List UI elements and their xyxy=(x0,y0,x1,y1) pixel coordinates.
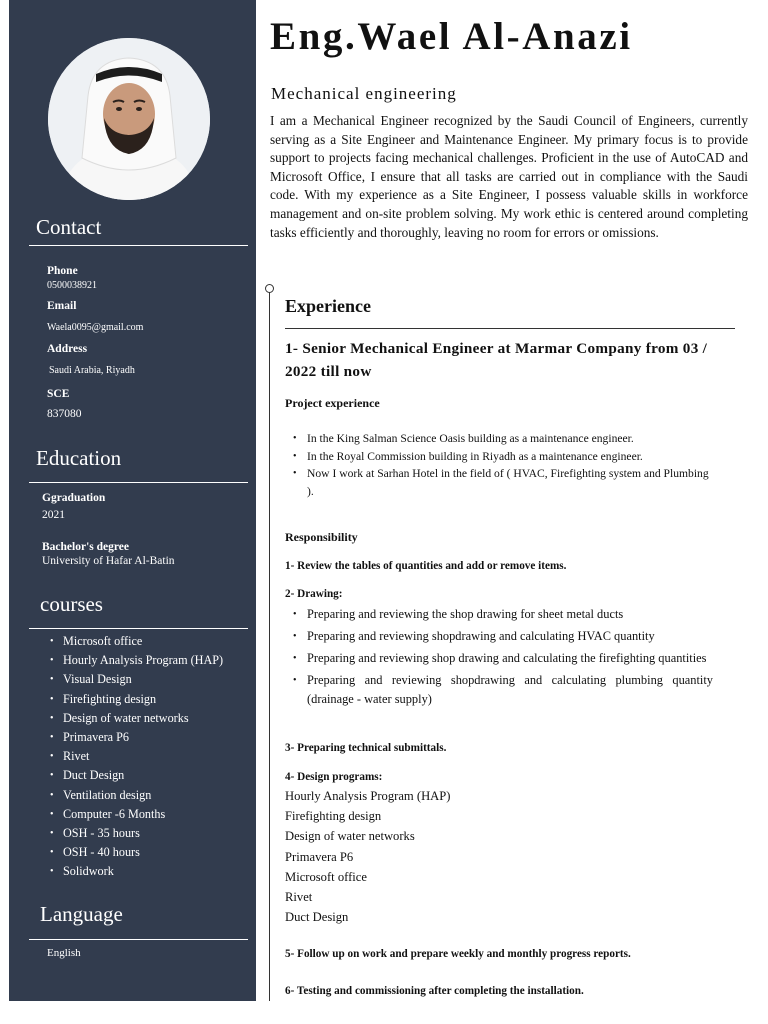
email-value[interactable]: Waela0095@gmail.com xyxy=(47,322,144,333)
education-divider xyxy=(29,482,248,483)
course-item: • Design of water networks xyxy=(50,709,223,728)
drawing-item: • Preparing and reviewing shop drawing and calculating the firefighting quantities xyxy=(293,649,713,668)
course-item: • Duct Design xyxy=(50,766,223,785)
project-experience-heading: Project experience xyxy=(285,396,380,410)
degree-label: Bachelor's degree xyxy=(42,541,129,553)
course-item: • Rivet xyxy=(50,747,223,766)
course-item: • Firefighting design xyxy=(50,690,223,709)
job-title: 1- Senior Mechanical Engineer at Marmar Company from 03 / 2022 till now xyxy=(285,340,708,380)
sce-value: 837080 xyxy=(47,408,82,420)
design-programs-list xyxy=(285,786,450,927)
program-item: Duct Design xyxy=(285,910,349,925)
drawing-heading: 2- Drawing: xyxy=(285,588,343,600)
responsibility-5: 5- Follow up on work and prepare weekly and monthly progress reports. xyxy=(285,948,631,960)
drawing-list xyxy=(293,605,713,712)
course-item: • Solidwork xyxy=(50,862,223,881)
drawing-item: • Preparing and reviewing the shop drawing for sheet metal ducts xyxy=(293,605,713,624)
course-item: • Ventilation design xyxy=(50,786,223,805)
course-item: • Microsoft office xyxy=(50,632,223,651)
graduation-year: 2021 xyxy=(42,509,65,521)
experience-divider xyxy=(285,328,735,329)
course-item: • OSH - 40 hours xyxy=(50,843,223,862)
project-item: • Now I work at Sarhan Hotel in the field of ( HVAC, Firefighting system and Plumbing ). xyxy=(293,465,713,500)
language-divider xyxy=(29,939,248,940)
program-item: Firefighting design xyxy=(285,809,382,824)
profile-summary: I am a Mechanical Engineer recognized by the Saudi Council of Engineers, currently serving as a Site Engineer and Maintenance Engineer. My primary focus is to provide support to projects facing mechanical challenges. Proficient in the use of AutoCAD and Microsoft Office, I ensure that all tasks are carried out in compliance with the Saudi code. With my experience as a Site Engineer, I possess valuable skills in workforce management and on-site problem solving. My work ethic is centered around completing tasks efficiently and thoroughly, leaving no room for errors or omissions. xyxy=(270,113,748,240)
phone-label: Phone xyxy=(47,265,78,277)
timeline-dot xyxy=(265,284,274,293)
program-item: Design of water networks xyxy=(285,829,415,844)
email-label: Email xyxy=(47,300,77,312)
profile-photo-illustration xyxy=(48,38,210,200)
education-heading: Education xyxy=(36,446,122,470)
project-list xyxy=(293,430,713,500)
program-item: Primavera P6 xyxy=(285,849,354,864)
contact-divider xyxy=(29,245,248,246)
responsibility-6: 6- Testing and commissioning after completing the installation. xyxy=(285,985,584,997)
project-item: • In the Royal Commission building in Riyadh as a maintenance engineer. xyxy=(293,448,713,466)
experience-heading: Experience xyxy=(285,296,371,316)
courses-heading: courses xyxy=(40,592,103,616)
responsibility-1: 1- Review the tables of quantities and add or remove items. xyxy=(285,560,567,572)
language-item: English xyxy=(47,947,81,959)
course-item: • Primavera P6 xyxy=(50,728,223,747)
course-item: • Hourly Analysis Program (HAP) xyxy=(50,651,223,670)
profile-photo xyxy=(48,38,210,200)
address-label: Address xyxy=(47,343,88,355)
responsibility-heading: Responsibility xyxy=(285,530,358,544)
phone-value: 0500038921 xyxy=(47,280,97,291)
courses-list xyxy=(50,632,223,882)
course-item: • OSH - 35 hours xyxy=(50,824,223,843)
project-item: • In the King Salman Science Oasis building as a maintenance engineer. xyxy=(293,430,713,448)
course-item: • Visual Design xyxy=(50,670,223,689)
drawing-item: • Preparing and reviewing shopdrawing and calculating plumbing quantity (drainage - water supply) xyxy=(293,671,713,709)
candidate-name: Eng.Wael Al-Anazi xyxy=(270,15,633,58)
graduation-label: Ggraduation xyxy=(42,492,106,504)
drawing-item: • Preparing and reviewing shopdrawing and calculating HVAC quantity xyxy=(293,627,713,646)
contact-heading: Contact xyxy=(36,215,102,239)
sce-label: SCE xyxy=(47,388,70,400)
responsibility-3: 3- Preparing technical submittals. xyxy=(285,742,447,754)
address-value: Saudi Arabia, Riyadh xyxy=(49,365,135,376)
design-programs-heading: 4- Design programs: xyxy=(285,771,383,783)
university: University of Hafar Al-Batin xyxy=(42,555,175,567)
course-item: • Computer -6 Months xyxy=(50,805,223,824)
program-item: Rivet xyxy=(285,890,313,905)
program-item: Hourly Analysis Program (HAP) xyxy=(285,789,451,803)
sidebar xyxy=(9,0,256,1001)
language-heading: Language xyxy=(40,902,123,926)
timeline-line xyxy=(269,292,270,1001)
courses-divider xyxy=(29,628,248,629)
program-item: Microsoft office xyxy=(285,869,367,884)
candidate-title: Mechanical engineering xyxy=(271,84,457,103)
